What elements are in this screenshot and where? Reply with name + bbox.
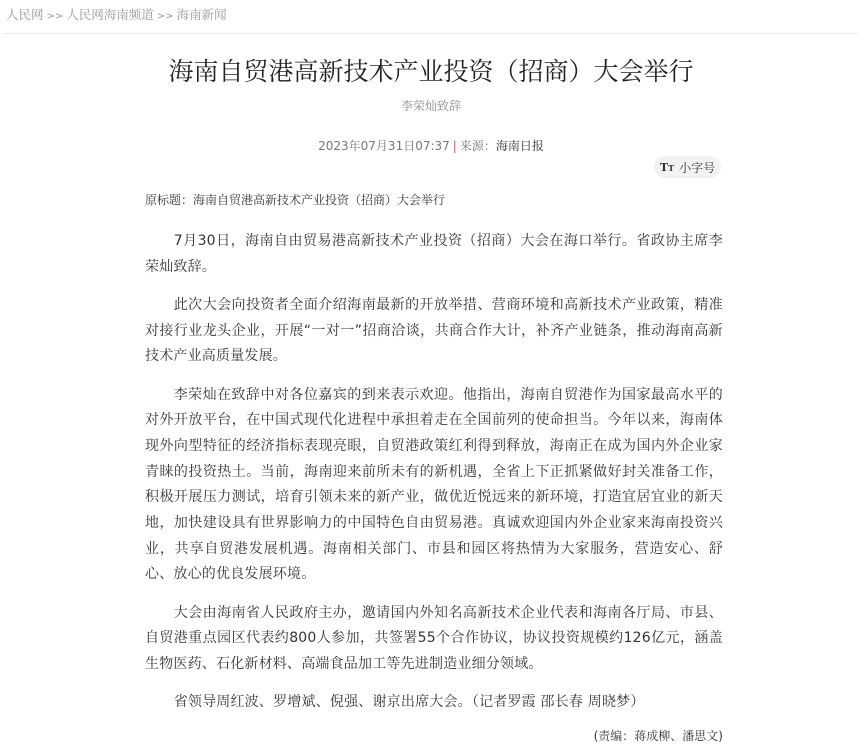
source-label: 来源： <box>459 139 496 153</box>
publish-date: 2023年07月31日07:37 <box>318 139 450 153</box>
paragraph: 此次大会向投资者全面介绍海南最新的开放举措、营商环境和高新技术产业政策，精准对接行业龙头企业，开展“一对一”招商洽谈，共商合作大计，补齐产业链条，推动海南高新技术产业高质量发展。 <box>145 296 723 365</box>
article-subtitle: 李荣灿致辞 <box>400 99 461 113</box>
font-size-label: 小字号 <box>679 160 716 175</box>
article-body <box>145 229 723 754</box>
article-title: 海南自贸港高新技术产业投资（招商）大会举行 <box>168 57 694 86</box>
breadcrumb-separator: >> <box>46 11 64 22</box>
breadcrumb <box>6 5 227 23</box>
text-size-icon: TT <box>659 160 675 174</box>
source-link[interactable]: 海南日报 <box>495 139 544 153</box>
breadcrumb-link-hainan-channel[interactable]: 人民网海南频道 <box>66 7 154 22</box>
breadcrumb-link-people-net[interactable]: 人民网 <box>6 7 44 22</box>
font-size-toggle-button[interactable] <box>654 156 721 178</box>
paragraph: 李荣灿在致辞中对各位嘉宾的到来表示欢迎。他指出，海南自贸港作为国家最高水平的对外开放平台，在中国式现代化进程中承担着走在全国前列的使命担当。今年以来，海南体现外向型特征的经济指标表现亮眼，自贸港政策红利得到释放，海南正在成为国内外企业家青睐的投资热土。当前，海南迎来前所未有的新机遇，全省上下正抓紧做好封关准备工作，积极开展压力测试，培育引领未来的新产业，做优近悦远来的新环境，打造宜居宜业的新天地，加快建设具有世界影响力的中国特色自由贸易港。真诚欢迎国内外企业家来海南投资兴业，共享自贸港发展机遇。海南相关部门、市县和园区将热情为大家服务，营造安心、舒心、放心的优良发展环境。 <box>145 386 723 583</box>
article-meta: 2023年07月31日07:37 | 来源：海南日报 <box>318 139 544 153</box>
header-divider <box>4 33 858 34</box>
original-title: 原标题：海南自贸港高新技术产业投资（招商）大会举行 <box>145 193 446 207</box>
breadcrumb-link-hainan-news[interactable]: 海南新闻 <box>176 7 227 22</box>
paragraph: 7月30日，海南自由贸易港高新技术产业投资（招商）大会在海口举行。省政协主席李荣灿致辞。 <box>145 233 723 275</box>
breadcrumb-separator: >> <box>156 11 174 22</box>
paragraph: 大会由海南省人民政府主办，邀请国内外知名高新技术企业代表和海南各厅局、市县、自贸港重点园区代表约800人参加，共签署55个合作协议，协议投资规模约126亿元，涵盖生物医药、石化新材料、高端食品加工等先进制造业细分领域。 <box>145 604 723 673</box>
paragraph: 省领导周红波、罗增斌、倪强、谢京出席大会。（记者罗霞 邵长春 周晓梦） <box>173 694 645 711</box>
editor-credit: (责编：蒋成柳、潘思文) <box>593 729 723 744</box>
